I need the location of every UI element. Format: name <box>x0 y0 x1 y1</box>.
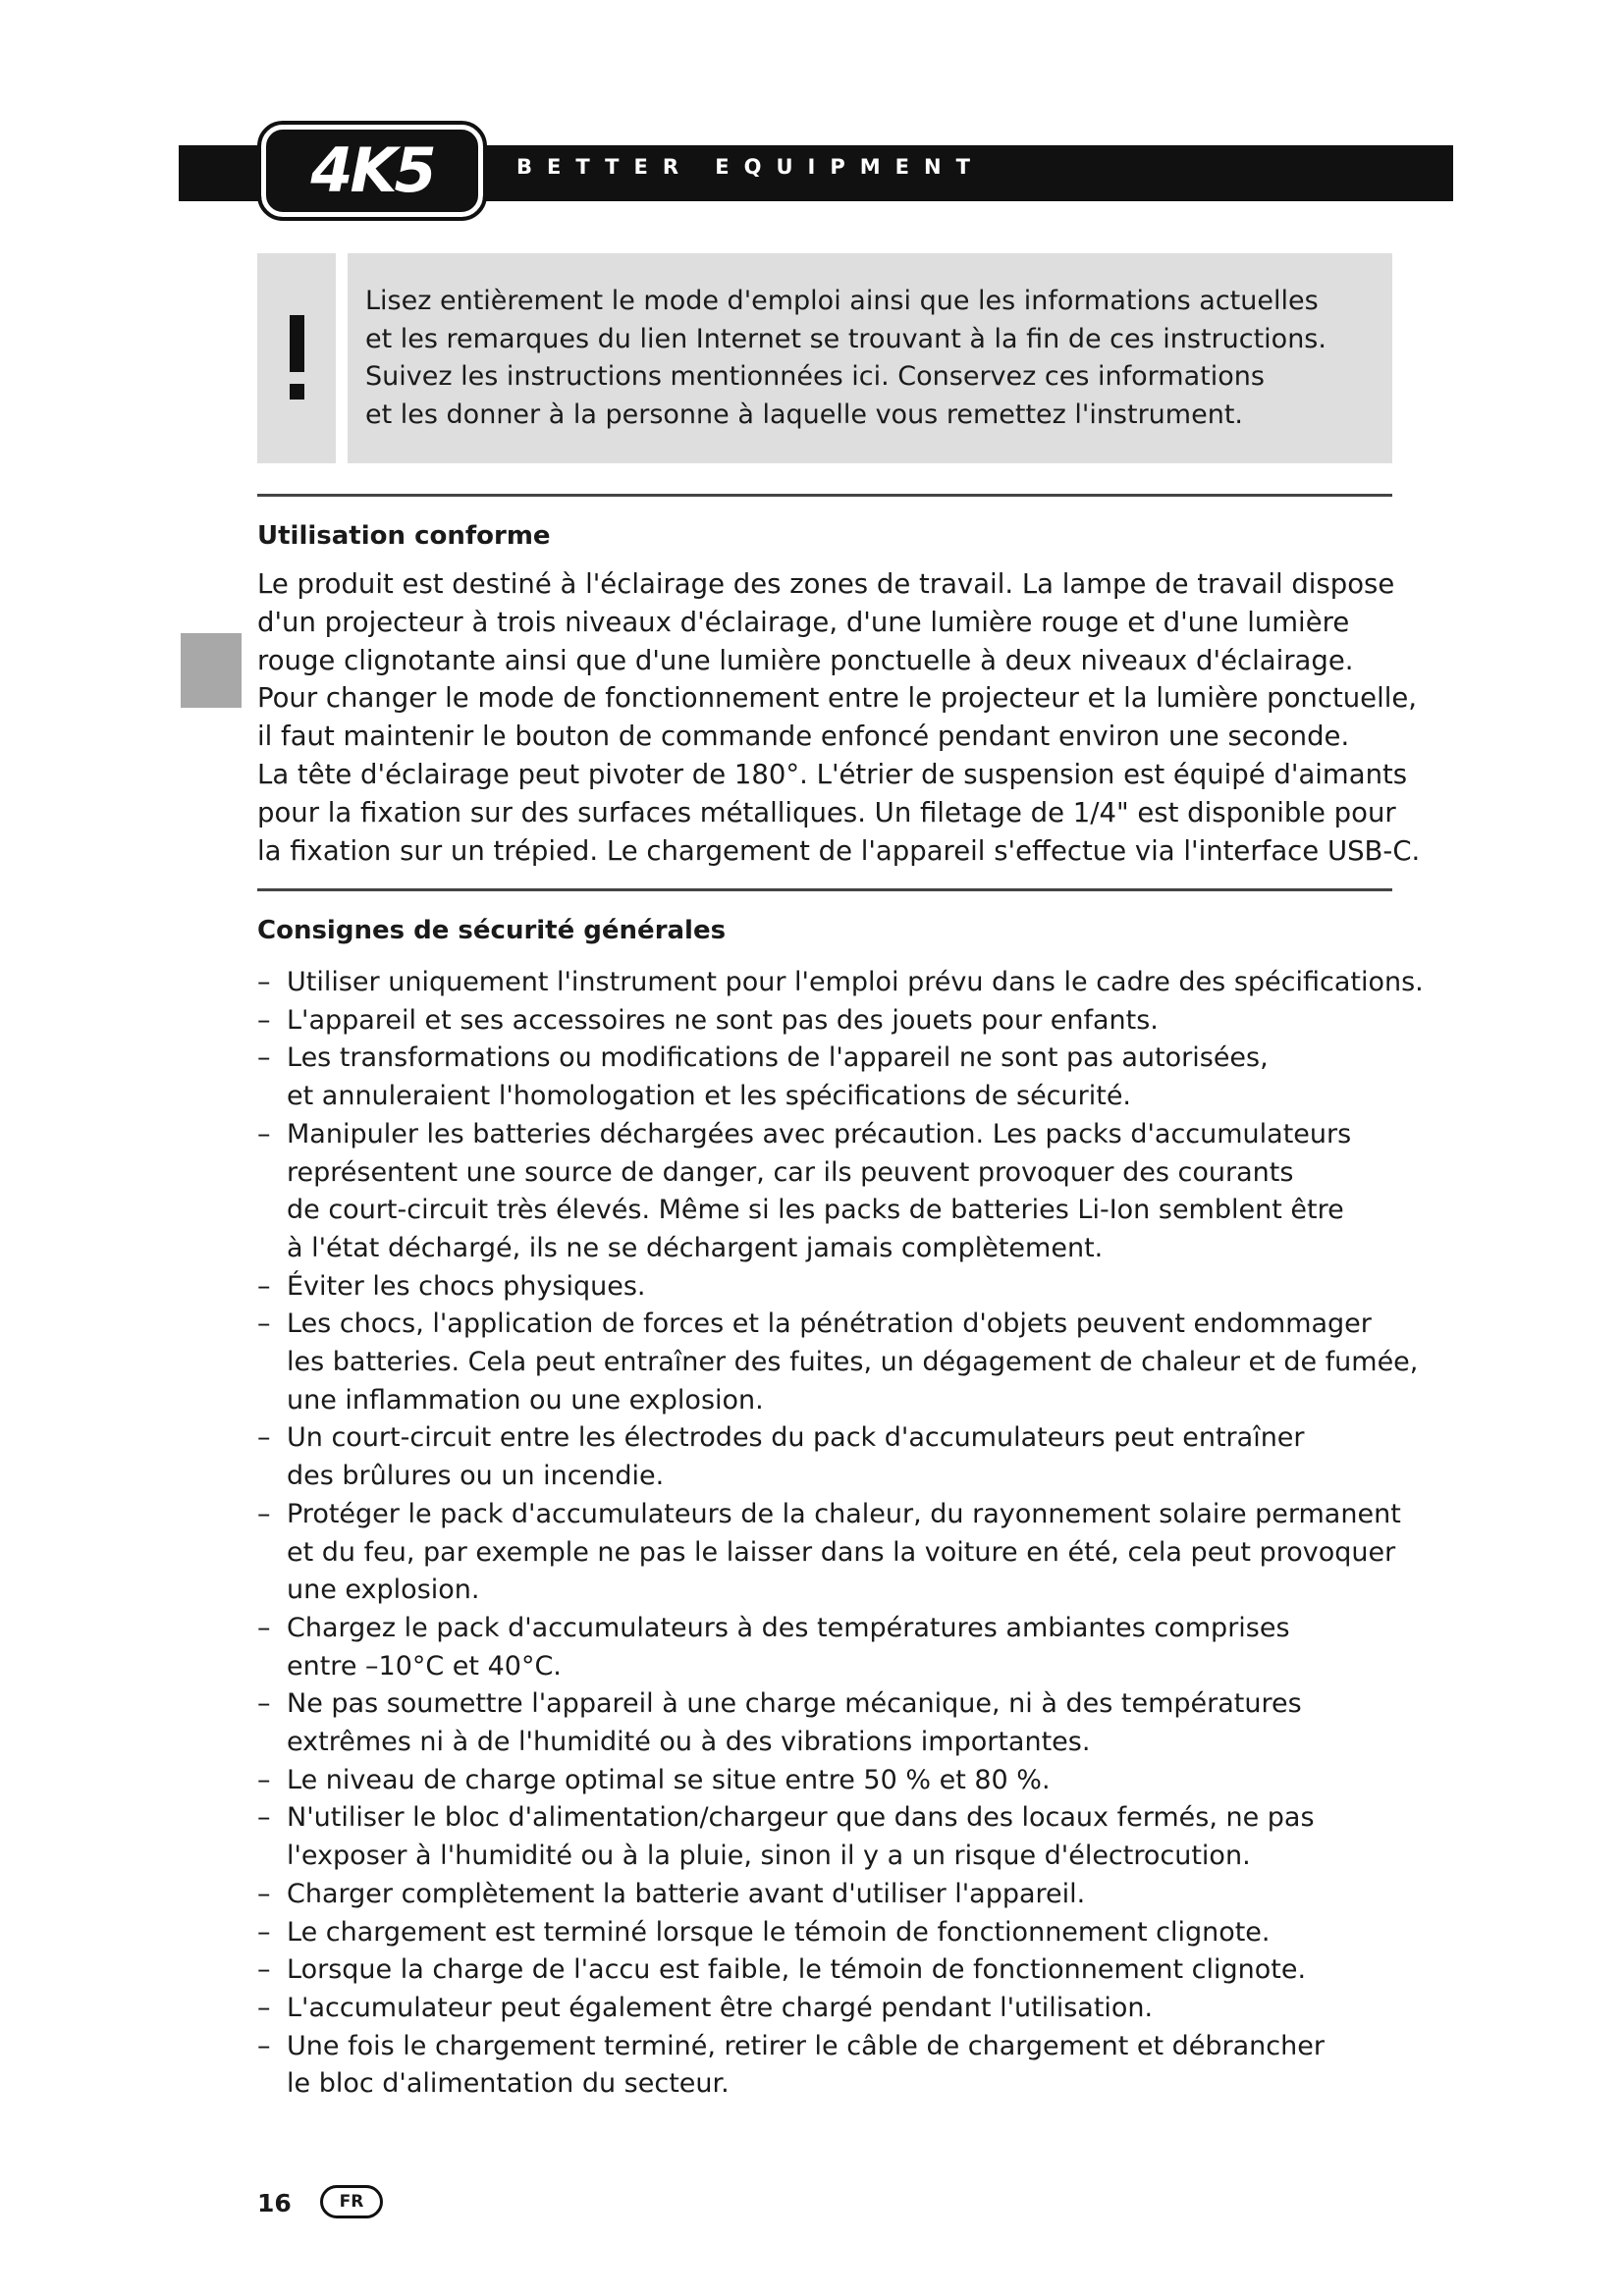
notice-line: Suivez les instructions mentionnées ici. Conservez ces informations <box>365 361 1265 392</box>
list-item-line: Éviter les chocs physiques. <box>287 1270 646 1302</box>
list-item <box>257 1610 1424 1685</box>
list-item-line: représentent une source de danger, car ils peuvent provoquer des courants <box>287 1156 1294 1188</box>
list-item-line: le bloc d'alimentation du secteur. <box>287 2068 730 2100</box>
paragraph-line: La tête d'éclairage peut pivoter de 180°. L'étrier de suspension est équipé d'aimants <box>257 758 1408 790</box>
divider <box>257 888 1392 891</box>
list-item-line: N'utiliser le bloc d'alimentation/chargeur que dans des locaux fermés, ne pas <box>287 1802 1315 1834</box>
brand-slogan: BETTER EQUIPMENT <box>516 155 985 179</box>
paragraph-line: la fixation sur un trépied. Le chargement de l'appareil s'effectue via l'interface USB-C. <box>257 834 1421 867</box>
list-bullet: – <box>257 967 271 997</box>
list-item <box>257 1762 1424 1800</box>
list-bullet: – <box>257 1004 271 1036</box>
list-item-line: Les chocs, l'application de forces et la pénétration d'objets peuvent endommager <box>287 1308 1372 1340</box>
list-item-line: Ne pas soumettre l'appareil à une charge mécanique, ni à des températures <box>287 1688 1302 1720</box>
list-item-line: Lorsque la charge de l'accu est faible, le témoin de fonctionnement clignote. <box>287 1954 1307 1986</box>
list-item <box>257 1419 1424 1495</box>
section-title-safety: Consignes de sécurité générales <box>257 916 727 945</box>
intended-use-paragraph <box>257 565 1420 870</box>
list-item-line: L'appareil et ses accessoires ne sont pas des jouets pour enfants. <box>287 1004 1159 1036</box>
list-item-line: Chargez le pack d'accumulateurs à des températures ambiantes comprises <box>287 1612 1290 1643</box>
list-item <box>257 1040 1424 1115</box>
list-item-line: une inflammation ou une explosion. <box>287 1384 764 1415</box>
list-item-line: à l'état déchargé, ils ne se déchargent jamais complètement. <box>287 1232 1104 1263</box>
list-item <box>257 1116 1424 1268</box>
list-item-line: Utiliser uniquement l'instrument pour l'emploi prévu dans le cadre des spécifications. <box>287 967 1424 997</box>
list-item <box>257 1306 1424 1419</box>
paragraph-line: d'un projecteur à trois niveaux d'éclairage, d'une lumière rouge et d'une lumière <box>257 606 1350 638</box>
list-item <box>257 964 1424 1002</box>
list-bullet: – <box>257 1042 271 1074</box>
list-item-line: une explosion. <box>287 1575 480 1606</box>
section-marker <box>181 633 242 708</box>
notice-icon-box <box>257 253 336 463</box>
list-item-line: et du feu, par exemple ne pas le laisser dans la voiture en été, cela peut provoquer <box>287 1536 1396 1568</box>
list-item-line: l'exposer à l'humidité ou à la pluie, sinon il y a un risque d'électrocution. <box>287 1841 1251 1872</box>
list-bullet: – <box>257 1270 271 1302</box>
list-item-line: Les transformations ou modifications de l'appareil ne sont pas autorisées, <box>287 1042 1269 1074</box>
list-bullet: – <box>257 1764 271 1795</box>
safety-list <box>257 964 1424 2104</box>
list-item-line: L'accumulateur peut également être chargé pendant l'utilisation. <box>287 1992 1154 2023</box>
page-number: 16 <box>257 2189 292 2217</box>
list-bullet: – <box>257 1118 271 1149</box>
list-item-line: Une fois le chargement terminé, retirer le câble de chargement et débrancher <box>287 2030 1325 2061</box>
notice-line: et les donner à la personne à laquelle vous remettez l'instrument. <box>365 399 1243 430</box>
list-bullet: – <box>257 1992 271 2023</box>
paragraph-line: rouge clignotante ainsi que d'une lumière ponctuelle à deux niveaux d'éclairage. <box>257 644 1354 676</box>
list-item-line: Protéger le pack d'accumulateurs de la chaleur, du rayonnement solaire permanent <box>287 1498 1401 1529</box>
list-item-line: Le niveau de charge optimal se situe entre 50 % et 80 %. <box>287 1764 1051 1795</box>
list-item <box>257 1951 1424 1990</box>
paragraph-line: il faut maintenir le bouton de commande enfoncé pendant environ une seconde. <box>257 721 1350 753</box>
list-item-line: Charger complètement la batterie avant d'utiliser l'appareil. <box>287 1878 1086 1909</box>
list-item-line: Le chargement est terminé lorsque le témoin de fonctionnement clignote. <box>287 1916 1271 1948</box>
list-item <box>257 1496 1424 1610</box>
notice-line: Lisez entièrement le mode d'emploi ainsi que les informations actuelles <box>365 286 1319 316</box>
list-bullet: – <box>257 1498 271 1529</box>
exclamation-icon <box>290 315 304 401</box>
language-badge: FR <box>320 2185 383 2218</box>
list-item-line: extrêmes ni à de l'humidité ou à des vibrations importantes. <box>287 1727 1091 1758</box>
logo-text: 4K5 <box>310 134 434 206</box>
paragraph-line: Le produit est destiné à l'éclairage des zones de travail. La lampe de travail dispose <box>257 568 1395 600</box>
list-item <box>257 1799 1424 1875</box>
paragraph-line: pour la fixation sur des surfaces métalliques. Un filetage de 1/4" est disponible pour <box>257 796 1396 828</box>
list-item <box>257 1990 1424 2028</box>
list-item-line: entre –10°C et 40°C. <box>287 1650 562 1682</box>
paragraph-line: Pour changer le mode de fonctionnement entre le projecteur et la lumière ponctuelle, <box>257 682 1418 715</box>
list-item <box>257 1268 1424 1307</box>
list-bullet: – <box>257 1612 271 1643</box>
list-bullet: – <box>257 1954 271 1986</box>
list-item-line: Manipuler les batteries déchargées avec précaution. Les packs d'accumulateurs <box>287 1118 1352 1149</box>
section-title-intended-use: Utilisation conforme <box>257 521 551 551</box>
list-bullet: – <box>257 1688 271 1720</box>
list-item <box>257 1914 1424 1952</box>
list-item <box>257 1002 1424 1041</box>
list-item <box>257 2028 1424 2104</box>
list-item-line: des brûlures ou un incendie. <box>287 1461 665 1492</box>
list-bullet: – <box>257 1878 271 1909</box>
list-item-line: Un court-circuit entre les électrodes du pack d'accumulateurs peut entraîner <box>287 1422 1305 1454</box>
divider <box>257 494 1392 497</box>
list-bullet: – <box>257 1308 271 1340</box>
list-bullet: – <box>257 2030 271 2061</box>
list-item <box>257 1685 1424 1761</box>
list-item-line: et annuleraient l'homologation et les spécifications de sécurité. <box>287 1081 1132 1112</box>
brand-logo <box>261 125 483 217</box>
notice-box <box>348 253 1392 463</box>
list-item-line: de court-circuit très élevés. Même si les packs de batteries Li-Ion semblent être <box>287 1195 1344 1226</box>
notice-line: et les remarques du lien Internet se trouvant à la fin de ces instructions. <box>365 323 1326 354</box>
list-bullet: – <box>257 1422 271 1454</box>
list-item-line: les batteries. Cela peut entraîner des fuites, un dégagement de chaleur et de fumée, <box>287 1347 1419 1378</box>
list-bullet: – <box>257 1916 271 1948</box>
list-bullet: – <box>257 1802 271 1834</box>
list-item <box>257 1876 1424 1914</box>
